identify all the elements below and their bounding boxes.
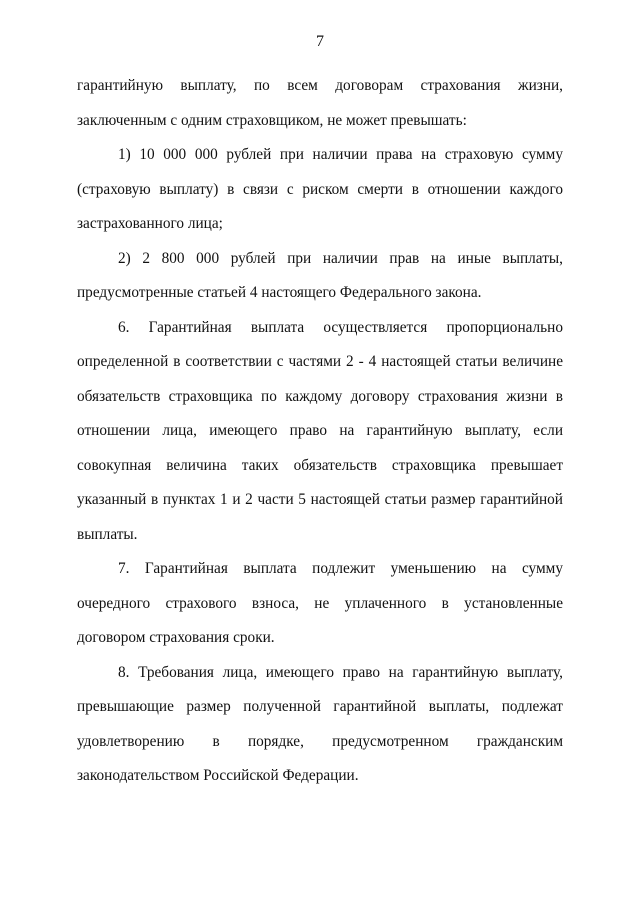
paragraph-part-6: 6. Гарантийная выплата осуществляется пропорционально определенной в соответствии с частями 2 - 4 настоящей статьи величине обязательств страховщика по каждому договору страхования жизни в отношении лица, имеющего право на гарантийную выплату, если совокупная величина таких обязательств страховщика превышает указанный в пунктах 1 и 2 части 5 настоящей статьи размер гарантийной выплаты. <box>77 318 563 543</box>
paragraph-item-2: 2) 2 800 000 рублей при наличии прав на иные выплаты, предусмотренные статьей 4 настоящего Федерального закона. <box>77 249 563 301</box>
paragraph-part-8: 8. Требования лица, имеющего право на гарантийную выплату, превышающие размер полученной гарантийной выплаты, подлежат удовлетворению в порядке, предусмотренном гражданским законодательством Российской Федерации. <box>77 663 563 784</box>
paragraph-item-1: 1) 10 000 000 рублей при наличии права на страховую сумму (страховую выплату) в связи с риском смерти в отношении каждого застрахованного лица; <box>77 146 563 232</box>
paragraph-part-7: 7. Гарантийная выплата подлежит уменьшению на сумму очередного страхового взноса, не уплаченного в установленные договором страхования сроки. <box>77 560 563 646</box>
page-number: 7 <box>316 33 324 50</box>
document-body <box>77 69 563 794</box>
paragraph-continuation: гарантийную выплату, по всем договорам страхования жизни, заключенным с одним страховщиком, не может превышать: <box>77 77 563 129</box>
